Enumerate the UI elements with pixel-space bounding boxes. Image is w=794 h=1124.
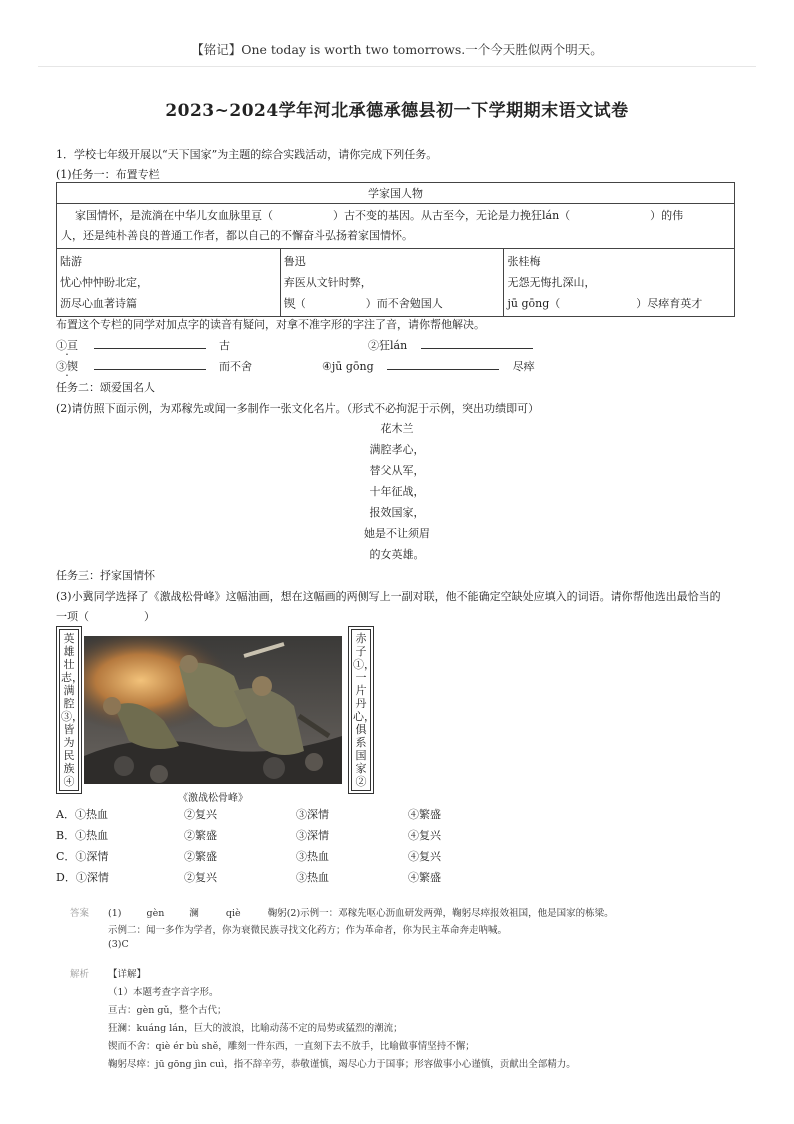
poem-line-5: 报效国家，	[369, 506, 425, 519]
option-d[interactable]: D．①深情	[56, 871, 109, 884]
poem-line-2: 满腔孝心，	[369, 443, 425, 456]
option-d-2: ②复兴	[184, 871, 217, 884]
column-paragraph: 家国情怀，是流淌在中华儿女血脉里亘（ ）古不变的基因。从古至今，无论是力挽狂lán（ ）的伟 人，还是纯朴善良的普通工作者，都以自己的不懈奋斗弘扬着家国情怀。	[57, 204, 735, 249]
option-c-3: ③热血	[296, 850, 329, 863]
fill-item-2: ②狂lán	[368, 337, 533, 353]
option-a-3: ③深情	[296, 808, 329, 821]
fill-item-1: ①亘 · 古	[56, 337, 230, 353]
dotted-char: 亘	[251, 209, 262, 222]
person-cell-zhangguimei: 张桂梅 无怨无悔扎深山， jū gōng（ ）尽瘁育英才	[504, 249, 735, 317]
poem-line-6: 她是不让须眉	[364, 527, 430, 540]
option-c-4: ④复兴	[408, 850, 441, 863]
question-1-intro: 1．学校七年级开展以“天下国家”为主题的综合实践活动，请你完成下列任务。	[56, 148, 438, 161]
option-a-4: ④繁盛	[408, 808, 441, 821]
column-table	[56, 182, 735, 317]
answer-line-1: (1) gèn 澜 qiè 鞠躬(2)示例一：邓稼先呕心沥血研发两弹，鞠躬尽瘁报效祖国，他是国家的栋梁。	[108, 908, 614, 919]
option-a[interactable]: A．①热血	[56, 808, 108, 821]
fill-item-3: ③锲 · 而不舍	[56, 358, 252, 374]
analysis-line-2: （1）本题考查字音字形。	[108, 987, 219, 998]
option-b-3: ③深情	[296, 829, 329, 842]
blank-1[interactable]	[94, 348, 206, 349]
poem-line-7: 的女英雄。	[369, 548, 425, 561]
option-d-3: ③热血	[296, 871, 329, 884]
answer-line-3: (3)C	[108, 939, 129, 950]
poem-line-3: 替父从军，	[369, 464, 425, 477]
option-d-4: ④繁盛	[408, 871, 441, 884]
person-cell-luyou: 陆游 忧心忡忡盼北定， 沥尽心血著诗篇	[57, 249, 281, 317]
option-b-2: ②繁盛	[184, 829, 217, 842]
analysis-line-1: 【详解】	[108, 969, 147, 980]
task3-label: 任务三：抒家国情怀	[56, 569, 155, 582]
analysis-line-6: 鞠躬尽瘁：jū gōng jìn cuì，指不辞辛劳，恭敬谨慎，竭尽心力于国事；形容做事小心谨慎，贡献出全部精力。	[108, 1059, 576, 1070]
exam-title: 2023~2024学年河北承德承德县初一下学期期末语文试卷	[165, 101, 629, 121]
task2-question: (2)请仿照下面示例，为邓稼先或闻一多制作一张文化名片。（形式不必拘泥于示例，突出功绩即可）	[56, 402, 540, 415]
option-b[interactable]: B．①热血	[56, 829, 109, 842]
motto: 【铭记】One today is worth two tomorrows.一个今天胜似两个明天。	[191, 42, 603, 57]
blank-3[interactable]	[94, 369, 206, 370]
person-cell-luxun: 鲁迅 弃医从文针时弊， 锲（ · ）而不舍勉国人	[280, 249, 504, 317]
blank-4[interactable]	[387, 369, 499, 370]
blank-2[interactable]	[421, 348, 533, 349]
task3-answer-slot: 一项（ ）	[56, 610, 155, 623]
instruction-text: 布置这个专栏的同学对加点字的读音有疑问，对拿不准字形的字注了音，请你帮他解决。	[56, 318, 485, 331]
poem-line-4: 十年征战，	[369, 485, 425, 498]
answer-line-2: 示例二：闻一多作为学者，你为衰微民族寻找文化药方；作为革命者，你为民主革命奔走呐喊。	[108, 925, 508, 936]
analysis-line-3: 亘古：gèn gǔ，整个古代；	[108, 1005, 227, 1016]
analysis-label: 解析	[70, 969, 90, 980]
option-c[interactable]: C．①深情	[56, 850, 109, 863]
fill-item-4: ④jū gōng 尽瘁	[322, 360, 535, 373]
oil-painting-image	[84, 636, 342, 784]
task3-question: (3)小冀同学选择了《激战松骨峰》这幅油画，想在这幅画的两侧写上一副对联，他不能确定空缺处应填入的词语。请你帮他选出最恰当的	[56, 590, 721, 603]
couplet-left: 英雄壮志，满腔③，皆为民族④	[56, 626, 82, 794]
analysis-line-5: 锲而不舍：qiè ér bù shě，雕刻一件东西，一直刻下去不放手，比喻做事情坚持不懈；	[108, 1041, 475, 1052]
analysis-line-4: 狂澜：kuáng lán，巨大的波浪，比喻动荡不定的局势或猛烈的潮流；	[108, 1023, 403, 1034]
column-header: 学家国人物	[57, 183, 735, 204]
answer-label: 答案	[70, 908, 90, 919]
couplet-right: 赤子①，一片丹心，俱系国家②	[348, 626, 374, 794]
option-c-2: ②繁盛	[184, 850, 217, 863]
task2-label: 任务二：颂爱国名人	[56, 381, 155, 394]
option-b-4: ④复兴	[408, 829, 441, 842]
task1-label: (1)任务一：布置专栏	[56, 168, 160, 181]
option-a-2: ②复兴	[184, 808, 217, 821]
painting-caption: 《激战松骨峰》	[178, 793, 248, 804]
poem-line-1: 花木兰	[380, 422, 414, 435]
header-divider	[38, 66, 756, 67]
